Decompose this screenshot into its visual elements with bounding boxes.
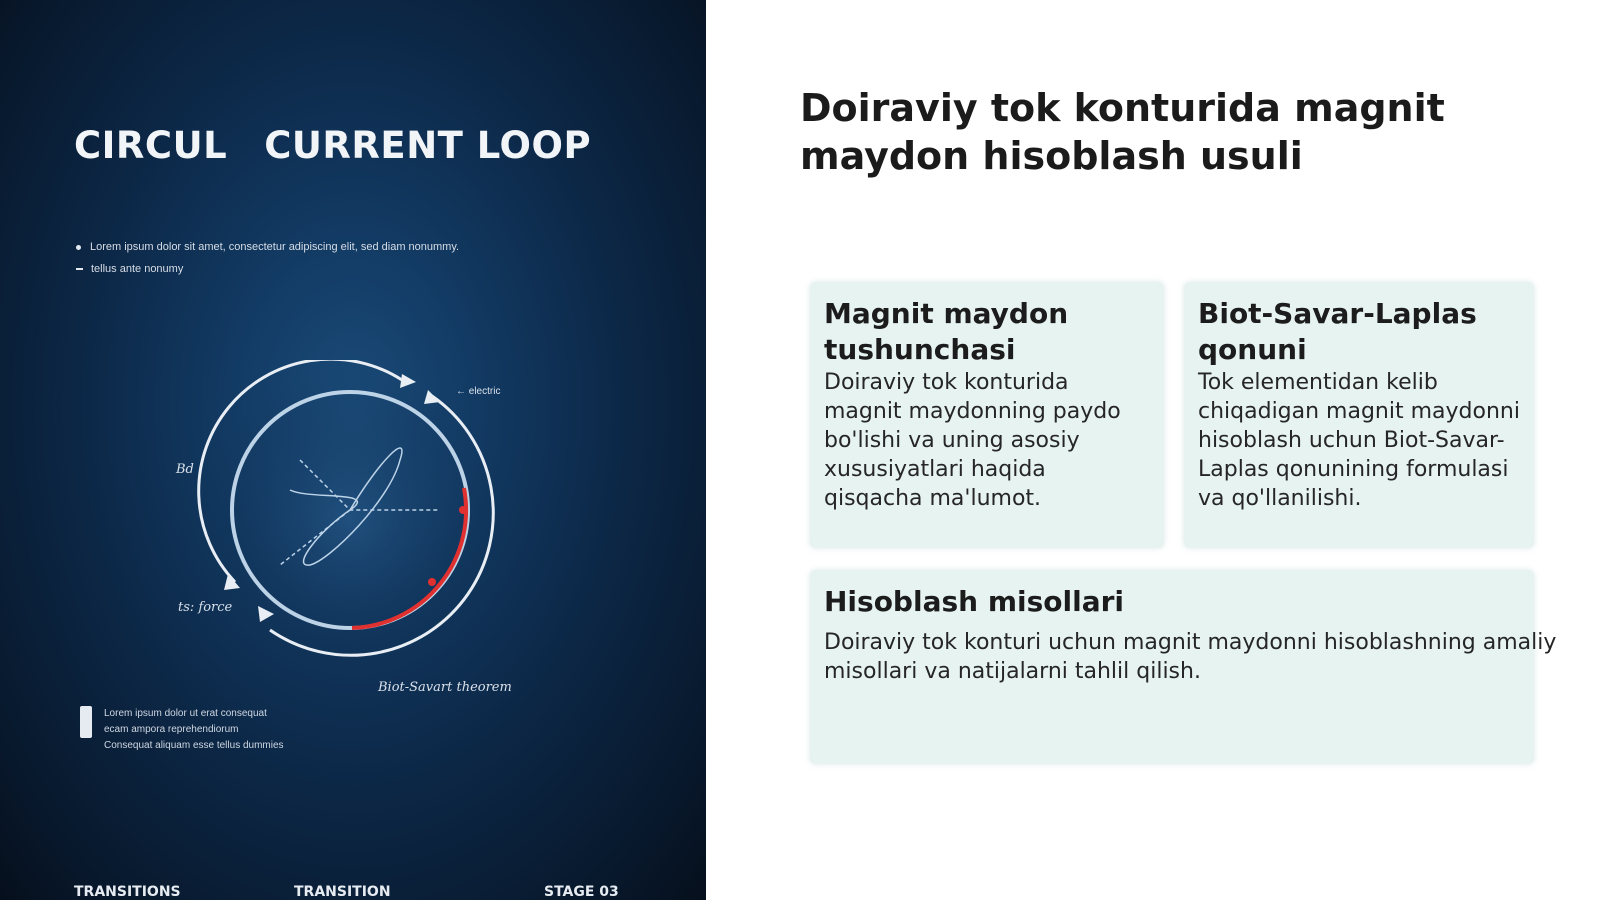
card-title: Biot-Savar-Laplas qonuni xyxy=(1198,297,1477,366)
card-body: Doiraviy tok konturida magnit maydonning paydo bo'lishi va uning asosiy xususiyatlari haqida qisqacha ma'lumot. xyxy=(824,370,1121,511)
card-body: Tok elementidan kelib chiqadigan magnit maydonni hisoblash uchun Biot-Savar-Laplas qonunining formulasi va qo'llanilishi. xyxy=(1198,370,1520,511)
poster-bullet xyxy=(76,236,576,258)
info-card xyxy=(1184,282,1534,548)
poster-bullet-text: tellus ante nonumy xyxy=(91,263,184,275)
poster-bullet-list xyxy=(76,236,576,280)
note-line: Lorem ipsum dolor ut erat consequat xyxy=(104,708,267,719)
bullet-dash-icon xyxy=(76,268,83,270)
bullet-dot-icon xyxy=(76,245,81,250)
card-body xyxy=(824,628,1557,686)
poster-note xyxy=(80,706,284,754)
current-loop-diagram xyxy=(150,360,550,700)
slide-title: Doiraviy tok konturida magnit maydon hisoblash usuli xyxy=(800,86,1445,178)
card-body-line: Doiraviy tok konturi uchun magnit maydonni hisoblashning amaliy xyxy=(824,630,1557,655)
current-marker xyxy=(459,506,467,514)
card-body-line: misollari va natijalarni tahlil qilish. xyxy=(824,659,1201,684)
info-card-wide xyxy=(810,570,1557,764)
diagram-label: ts: force xyxy=(178,600,233,615)
poster-title: CIRCUL CURRENT LOOP xyxy=(74,124,592,167)
poster-bullet xyxy=(76,258,576,280)
note-line: ecam ampora reprehendiorum xyxy=(104,724,239,735)
card-title: Magnit maydon tushunchasi xyxy=(824,297,1069,366)
illustration-panel xyxy=(0,0,706,900)
footer-label: TRANSITION xyxy=(294,884,391,900)
note-line: Consequat aliquam esse tellus dummies xyxy=(104,740,284,751)
current-marker xyxy=(428,578,436,586)
diagram-label: ← electric xyxy=(456,386,501,397)
footer-label: TRANSITIONS xyxy=(74,884,181,900)
card-title: Hisoblash misollari xyxy=(824,585,1124,618)
diagram-label: Biot-Savart theorem xyxy=(378,680,512,695)
diagram-label: Bd xyxy=(176,462,194,477)
poster-bullet-text: Lorem ipsum dolor sit amet, consectetur adipiscing elit, sed diam nonummy. xyxy=(90,241,460,253)
info-card xyxy=(810,282,1164,548)
note-bar-icon xyxy=(80,706,92,738)
footer-label: STAGE 03 xyxy=(544,884,619,900)
